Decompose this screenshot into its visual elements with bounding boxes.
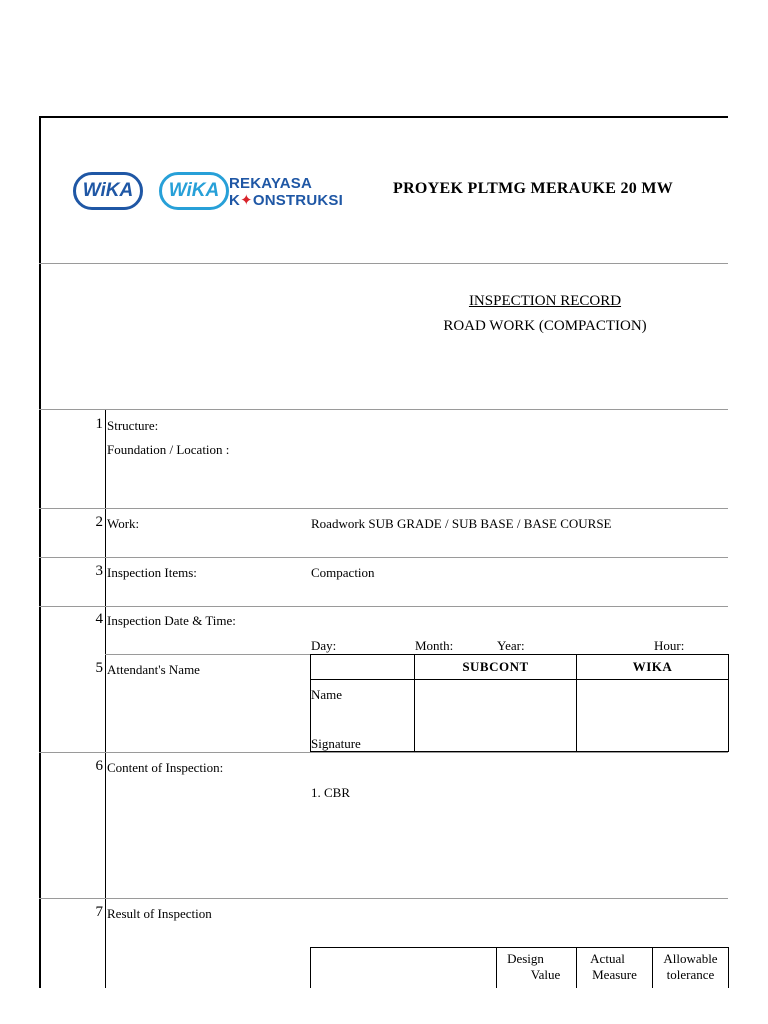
row-number-5: 5 (95, 660, 103, 676)
actual-measure-header: Actual Measure (590, 951, 637, 982)
hour-field-label: Hour: (654, 638, 685, 653)
number-column-divider (105, 409, 106, 988)
record-title: INSPECTION RECORD (468, 293, 622, 309)
wika-rekayasa-logo (159, 172, 229, 210)
foundation-location-label: Foundation / Location : (107, 442, 230, 457)
work-label: Work: (107, 516, 140, 531)
day-field-label: Day: (311, 638, 337, 653)
row-number-2: 2 (95, 514, 103, 530)
row-number-4: 4 (95, 611, 103, 627)
wika-logo-text: WiKA (82, 180, 134, 201)
section-divider-6 (39, 752, 728, 753)
konstruksi-star-icon: ✦ (240, 192, 253, 209)
section-divider-1 (39, 409, 728, 410)
signature-row-label: Signature (311, 736, 361, 751)
allowable-tolerance-header: Allowable tolerance (663, 951, 718, 982)
rekayasa-konstruksi-wordmark (229, 175, 343, 209)
structure-label: Structure: (107, 418, 159, 433)
row-number-6: 6 (95, 758, 103, 774)
konstruksi-text: K✦ONSTRUKSI (229, 192, 343, 209)
inspection-items-value: Compaction (311, 565, 375, 580)
record-subtitle: ROAD WORK (COMPACTION) (443, 318, 647, 334)
row-number-3: 3 (95, 563, 103, 579)
month-field-label: Month: (415, 638, 454, 653)
attendant-table-header-line (310, 679, 729, 680)
name-row-label: Name (311, 687, 343, 702)
frame-left-border (39, 116, 41, 988)
content-item-cbr: 1. CBR (311, 785, 351, 800)
wika-column-header: WIKA (632, 659, 673, 674)
result-of-inspection-label: Result of Inspection (107, 906, 212, 921)
rekayasa-text: REKAYASA (229, 175, 313, 192)
year-field-label: Year: (497, 638, 525, 653)
work-value: Roadwork SUB GRADE / SUB BASE / BASE COURSE (311, 516, 612, 531)
frame-top-border (39, 116, 728, 118)
section-divider-3 (39, 557, 728, 558)
content-of-inspection-label: Content of Inspection: (107, 760, 224, 775)
attendant-name-label: Attendant's Name (107, 662, 200, 677)
section-divider-7 (39, 898, 728, 899)
row-number-7: 7 (95, 904, 103, 920)
section-divider-4 (39, 606, 728, 607)
wika-rekayasa-logo-text: WiKA (168, 180, 220, 201)
header-divider (39, 263, 728, 264)
subcont-column-header: SUBCONT (462, 659, 529, 674)
section-divider-5 (105, 654, 310, 655)
inspection-items-label: Inspection Items: (107, 565, 197, 580)
inspection-date-label: Inspection Date & Time: (107, 613, 236, 628)
section-divider-2 (39, 508, 728, 509)
row-number-1: 1 (95, 416, 103, 432)
design-value-header: Design Value (507, 951, 561, 982)
wika-logo (73, 172, 143, 210)
project-title: PROYEK PLTMG MERAUKE 20 MW (393, 180, 674, 197)
page-bottom-margin (0, 988, 768, 1024)
